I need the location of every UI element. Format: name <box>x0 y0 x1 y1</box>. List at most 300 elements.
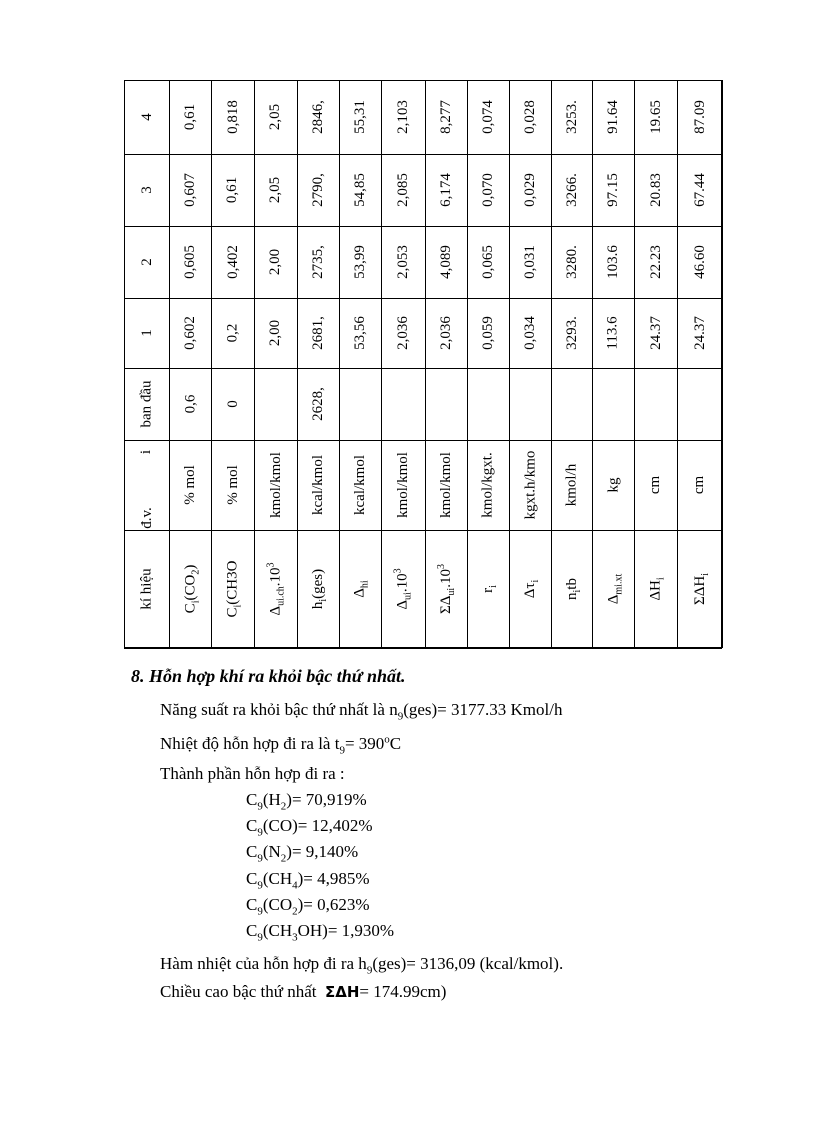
value-label: 0,034 <box>522 316 538 350</box>
value-label: 0,2 <box>224 323 241 343</box>
value-text <box>310 316 326 350</box>
composition-sub2: 2 <box>280 800 287 813</box>
symbol-main: h <box>310 601 326 610</box>
value-label: 24.37 <box>691 316 708 350</box>
value-text <box>438 100 454 134</box>
value-text <box>648 245 664 279</box>
initial-cell <box>381 368 425 440</box>
unit-label: kmol/kmol <box>438 452 454 518</box>
symbol-cell <box>297 530 339 648</box>
composition-item <box>246 842 359 865</box>
initial-cell <box>169 368 211 440</box>
composition-sub: 9 <box>257 852 263 865</box>
composition-post: )= 0,623% <box>297 895 370 914</box>
value-cell <box>509 298 551 368</box>
symbol-cell <box>509 530 551 648</box>
header-index-label: i <box>138 449 155 455</box>
symbol-text <box>647 577 667 601</box>
value-label: 3253. <box>563 100 580 134</box>
value-label: 0,61 <box>224 176 241 204</box>
initial-cell <box>592 368 634 440</box>
initial-cell <box>634 368 677 440</box>
value-text <box>225 324 241 343</box>
data-table <box>124 80 722 648</box>
composition-mid: (CH <box>262 921 293 940</box>
value-label: 3280. <box>563 245 580 279</box>
value-label: 0,065 <box>480 245 496 279</box>
symbol-main: ΣΔH <box>691 575 708 605</box>
composition-item <box>246 790 367 813</box>
initial-cell <box>297 368 339 440</box>
unit-cell <box>254 440 297 530</box>
symbol-main: Δτ <box>522 582 538 599</box>
value-label: 8,277 <box>438 100 454 134</box>
symbol-cell <box>677 530 722 648</box>
value-cell <box>425 298 467 368</box>
composition-sub2: 4 <box>292 879 298 892</box>
unit-cell <box>467 440 509 530</box>
value-label: 0,607 <box>182 173 198 207</box>
value-label: 0,059 <box>480 316 496 350</box>
value-label: 2,036 <box>395 316 411 350</box>
header-cell-c3 <box>124 154 169 226</box>
header-label: 2 <box>138 258 155 266</box>
value-cell <box>634 154 677 226</box>
value-cell <box>677 80 722 154</box>
unit-label: kg <box>605 477 621 493</box>
unit-label: cm <box>691 475 708 495</box>
value-text <box>480 245 496 279</box>
composition-pre: C <box>246 895 258 914</box>
unit-label: % mol <box>182 465 198 505</box>
initial-cell <box>551 368 592 440</box>
value-cell <box>467 80 509 154</box>
initial-label: 2628, <box>310 387 326 421</box>
value-text <box>395 173 411 207</box>
value-text <box>522 100 538 134</box>
value-label: 53,56 <box>352 316 368 350</box>
symbol-sub: ui.ch <box>275 586 287 606</box>
value-cell <box>677 226 722 298</box>
value-text <box>564 316 580 350</box>
unit-text <box>395 452 411 518</box>
symbol-sub: i <box>655 577 667 581</box>
value-cell <box>425 226 467 298</box>
composition-mid: (CO <box>262 895 293 914</box>
symbol-cell <box>425 530 467 648</box>
initial-cell <box>211 368 254 440</box>
value-label: 0,074 <box>480 100 496 134</box>
symbol-text <box>352 580 371 598</box>
value-cell <box>254 80 297 154</box>
value-text <box>395 100 411 134</box>
symbol-sub: i <box>232 604 244 608</box>
symbol-main: C <box>182 603 199 614</box>
value-cell <box>509 226 551 298</box>
unit-index-stack <box>136 444 158 529</box>
unit-label: kmol/kmol <box>267 452 284 518</box>
section-heading: 8. Hỗn hợp khí ra khỏi bậc thứ nhất. <box>131 666 406 686</box>
symbol-text <box>605 573 624 605</box>
value-cell <box>169 80 211 154</box>
symbol-rest: (ges) <box>310 568 326 599</box>
value-label: 0,602 <box>182 316 198 350</box>
value-text <box>522 245 538 279</box>
value-text <box>480 100 496 134</box>
composition-sub2: 2 <box>280 852 287 865</box>
value-label: 87.09 <box>691 100 708 134</box>
initial-text <box>225 400 241 408</box>
unit-text <box>480 452 496 517</box>
value-text <box>182 104 198 130</box>
initial-text <box>310 387 326 421</box>
value-cell <box>677 298 722 368</box>
value-text <box>480 173 496 207</box>
value-label: 46.60 <box>691 245 708 279</box>
value-cell <box>634 298 677 368</box>
unit-label: kmol/kgxt. <box>480 452 497 518</box>
unit-text <box>310 455 326 515</box>
value-cell <box>254 226 297 298</box>
unit-label: kmol/h <box>563 463 580 507</box>
value-label: 0,605 <box>182 245 198 279</box>
value-label: 2,053 <box>395 245 411 279</box>
value-text <box>268 249 284 275</box>
value-cell <box>509 154 551 226</box>
value-text <box>225 245 241 279</box>
unit-cell <box>297 440 339 530</box>
unit-text <box>691 476 707 494</box>
value-label: 22.23 <box>647 245 664 279</box>
value-text <box>564 100 580 134</box>
composition-sub2: 2 <box>292 905 298 918</box>
value-label: 2681, <box>310 316 326 350</box>
value-cell <box>381 80 425 154</box>
value-cell <box>381 154 425 226</box>
value-cell <box>297 226 339 298</box>
initial-label: 0,6 <box>182 394 198 414</box>
composition-item <box>246 895 370 918</box>
symbol-rest: .10 <box>267 567 284 587</box>
value-cell <box>467 298 509 368</box>
symbol-cell <box>254 530 297 648</box>
header-text-c1 <box>139 329 155 337</box>
unit-label: kcal/kmol <box>310 455 326 515</box>
unit-text <box>605 478 621 493</box>
value-text <box>310 245 326 279</box>
composition-pre: C <box>246 921 258 940</box>
value-cell <box>592 226 634 298</box>
unit-cell <box>339 440 381 530</box>
symbol-sub: ui <box>446 587 458 596</box>
value-label: 0,070 <box>480 173 496 207</box>
unit-label: cm <box>647 475 664 495</box>
value-cell <box>297 298 339 368</box>
value-cell <box>425 154 467 226</box>
value-text <box>605 173 621 207</box>
value-cell <box>551 226 592 298</box>
composition-post: )= 4,985% <box>297 869 370 888</box>
unit-text <box>564 464 580 507</box>
symbol-sup: 3 <box>265 562 277 568</box>
value-cell <box>634 226 677 298</box>
value-text <box>692 316 708 350</box>
symbol-main: Δ <box>395 599 411 610</box>
symbol-main: ΔH <box>647 580 664 601</box>
symbol-main: ΣΔ <box>438 595 455 614</box>
value-cell <box>254 298 297 368</box>
header-label: ban đầu <box>138 380 155 428</box>
table-hline <box>124 648 722 649</box>
unit-text <box>225 465 241 505</box>
symbol-text <box>182 564 202 614</box>
symbol-text <box>563 578 583 600</box>
value-text <box>395 245 411 279</box>
value-cell <box>509 80 551 154</box>
value-text <box>522 173 538 207</box>
composition-mid: (N <box>262 842 281 861</box>
initial-cell <box>509 368 551 440</box>
symbol-main: C <box>224 607 241 618</box>
header-text-c2 <box>139 258 155 266</box>
value-text <box>310 100 326 134</box>
stage-height-line: Chiều cao bậc thứ nhất ΣΔH= 174.99cm) <box>160 982 447 1001</box>
value-label: 53,99 <box>352 245 368 279</box>
value-cell <box>592 298 634 368</box>
value-text <box>182 173 198 207</box>
initial-text <box>182 395 198 414</box>
value-text <box>225 177 241 203</box>
symbol-main: Δ <box>605 594 621 605</box>
initial-label: 0 <box>224 400 241 408</box>
symbol-sup: 3 <box>436 564 448 570</box>
symbol-text <box>224 560 244 618</box>
initial-cell <box>677 368 722 440</box>
symbol-tail: ) <box>182 564 199 570</box>
value-cell <box>592 80 634 154</box>
value-text <box>438 245 454 279</box>
value-label: 0,61 <box>182 103 198 131</box>
symbol-text <box>691 573 711 605</box>
value-label: 2,05 <box>267 103 284 131</box>
value-text <box>564 173 580 207</box>
value-cell <box>297 154 339 226</box>
value-label: 91.64 <box>605 100 621 134</box>
value-text <box>225 100 241 134</box>
header-cell-initial <box>124 368 169 440</box>
value-label: 3293. <box>563 316 580 350</box>
composition-sub: 9 <box>257 800 263 813</box>
value-cell <box>169 226 211 298</box>
unit-label: kgxt.h/kmo <box>522 450 539 520</box>
value-cell <box>551 154 592 226</box>
value-cell <box>381 298 425 368</box>
value-cell <box>211 154 254 226</box>
value-cell <box>254 154 297 226</box>
value-cell <box>339 154 381 226</box>
value-label: 2735, <box>310 245 326 279</box>
symbol-rest: tb <box>563 578 580 590</box>
value-label: 0,029 <box>522 173 538 207</box>
value-cell <box>592 154 634 226</box>
composition-item <box>246 921 395 944</box>
unit-text <box>268 452 284 518</box>
value-text <box>605 100 621 134</box>
value-cell <box>211 80 254 154</box>
initial-cell <box>339 368 381 440</box>
symbol-sub2: 2 <box>190 569 202 575</box>
symbol-text <box>265 562 287 616</box>
composition-item <box>246 816 373 839</box>
composition-post: )= 9,140% <box>286 842 359 861</box>
symbol-main: r <box>480 587 496 593</box>
value-text <box>605 245 621 279</box>
value-cell <box>339 298 381 368</box>
table-vline <box>722 80 723 648</box>
symbol-sub: i <box>190 600 202 604</box>
unit-cell <box>634 440 677 530</box>
header-cell-c1 <box>124 298 169 368</box>
unit-cell <box>381 440 425 530</box>
value-text <box>648 100 664 134</box>
enthalpy-line: Hàm nhiệt của hỗn hợp đi ra $h_9(ges)= 3136,09$ (kcal/kmol). <box>160 954 564 977</box>
symbol-cell <box>211 530 254 648</box>
value-label: 113.6 <box>604 316 621 350</box>
value-label: 103.6 <box>605 245 621 279</box>
composition-item <box>246 869 370 892</box>
value-text <box>352 100 368 134</box>
composition-post: )= 70,919% <box>286 790 367 809</box>
value-cell <box>339 80 381 154</box>
composition-pre: C <box>246 816 258 835</box>
symbol-text <box>310 568 329 610</box>
symbol-rest: .10 <box>395 573 411 593</box>
symbol-text <box>393 568 414 610</box>
value-text <box>268 177 284 203</box>
value-text <box>268 104 284 130</box>
symbol-main: Δ <box>352 588 368 598</box>
composition-pre: C <box>246 842 258 861</box>
symbol-text <box>480 585 499 593</box>
symbol-sub: i <box>488 585 499 588</box>
value-label: 97.15 <box>605 173 621 207</box>
value-label: 2,00 <box>267 248 284 276</box>
header-index <box>138 450 154 454</box>
unit-cell <box>211 440 254 530</box>
value-text <box>692 245 708 279</box>
composition-sub: 9 <box>257 905 263 918</box>
header-cell-c2 <box>124 226 169 298</box>
symbol-rest: .10 <box>438 569 455 588</box>
value-label: 4,089 <box>438 245 454 279</box>
value-text <box>352 316 368 350</box>
symbol-cell <box>634 530 677 648</box>
composition-post: OH)= 1,930% <box>297 921 395 940</box>
symbol-sub: mi.xt <box>613 573 624 595</box>
value-label: 2,103 <box>395 100 411 134</box>
initial-cell <box>467 368 509 440</box>
value-text <box>648 173 664 207</box>
composition-sub2: 3 <box>292 931 298 944</box>
unit-cell <box>425 440 467 530</box>
symbol-sub: hi <box>360 580 371 589</box>
value-label: 0,028 <box>522 100 538 134</box>
composition-mid: (CO)= 12,402% <box>262 816 373 835</box>
value-label: 0,818 <box>224 100 241 134</box>
header-text-c3 <box>139 186 155 194</box>
value-cell <box>551 298 592 368</box>
initial-cell <box>425 368 467 440</box>
value-label: 67.44 <box>691 173 708 207</box>
symbol-sup: 3 <box>393 568 404 574</box>
value-text <box>692 173 708 207</box>
value-cell <box>381 226 425 298</box>
unit-label: kcal/kmol <box>352 455 368 515</box>
symbol-sub: ui <box>403 592 414 600</box>
value-cell <box>551 80 592 154</box>
symbol-sub: i <box>699 573 711 576</box>
value-cell <box>169 298 211 368</box>
unit-cell <box>677 440 722 530</box>
value-text <box>182 245 198 279</box>
unit-cell <box>551 440 592 530</box>
unit-label: % mol <box>224 465 241 505</box>
value-label: 2,00 <box>267 319 284 347</box>
header-text-c4 <box>139 113 155 121</box>
value-cell <box>297 80 339 154</box>
symbol-cell <box>467 530 509 648</box>
composition-pre: C <box>246 790 258 809</box>
unit-cell <box>509 440 551 530</box>
value-text <box>648 316 664 350</box>
header-unit-label: đ.v. <box>138 507 155 529</box>
symbol-cell <box>339 530 381 648</box>
value-label: 2,085 <box>395 173 411 207</box>
symbol-cell <box>381 530 425 648</box>
value-text <box>352 173 368 207</box>
value-cell <box>677 154 722 226</box>
symbol-sub: i <box>571 589 583 593</box>
header-cell-unit <box>124 440 169 530</box>
symbol-text <box>436 564 458 614</box>
value-text <box>692 100 708 134</box>
value-text <box>564 245 580 279</box>
header-label: 4 <box>138 113 155 121</box>
composition-mid: (H <box>262 790 281 809</box>
composition-sub: 9 <box>257 879 263 892</box>
unit-text <box>647 476 663 494</box>
header-symbol-label: kí hiệu <box>138 568 155 610</box>
unit-text <box>522 451 538 520</box>
value-cell <box>211 226 254 298</box>
value-text <box>395 316 411 350</box>
value-text <box>352 245 368 279</box>
value-label: 6,174 <box>438 173 454 207</box>
unit-label: kmol/kmol <box>395 452 411 518</box>
value-cell <box>425 80 467 154</box>
value-text <box>438 173 454 207</box>
header-label: 3 <box>138 186 155 194</box>
value-text <box>480 316 496 350</box>
value-text <box>438 316 454 350</box>
value-text <box>605 316 621 349</box>
value-cell <box>634 80 677 154</box>
value-label: 3266. <box>563 173 580 207</box>
value-cell <box>467 154 509 226</box>
composition-sub: 9 <box>257 826 263 839</box>
value-label: 24.37 <box>647 316 664 350</box>
header-unit <box>139 507 155 529</box>
